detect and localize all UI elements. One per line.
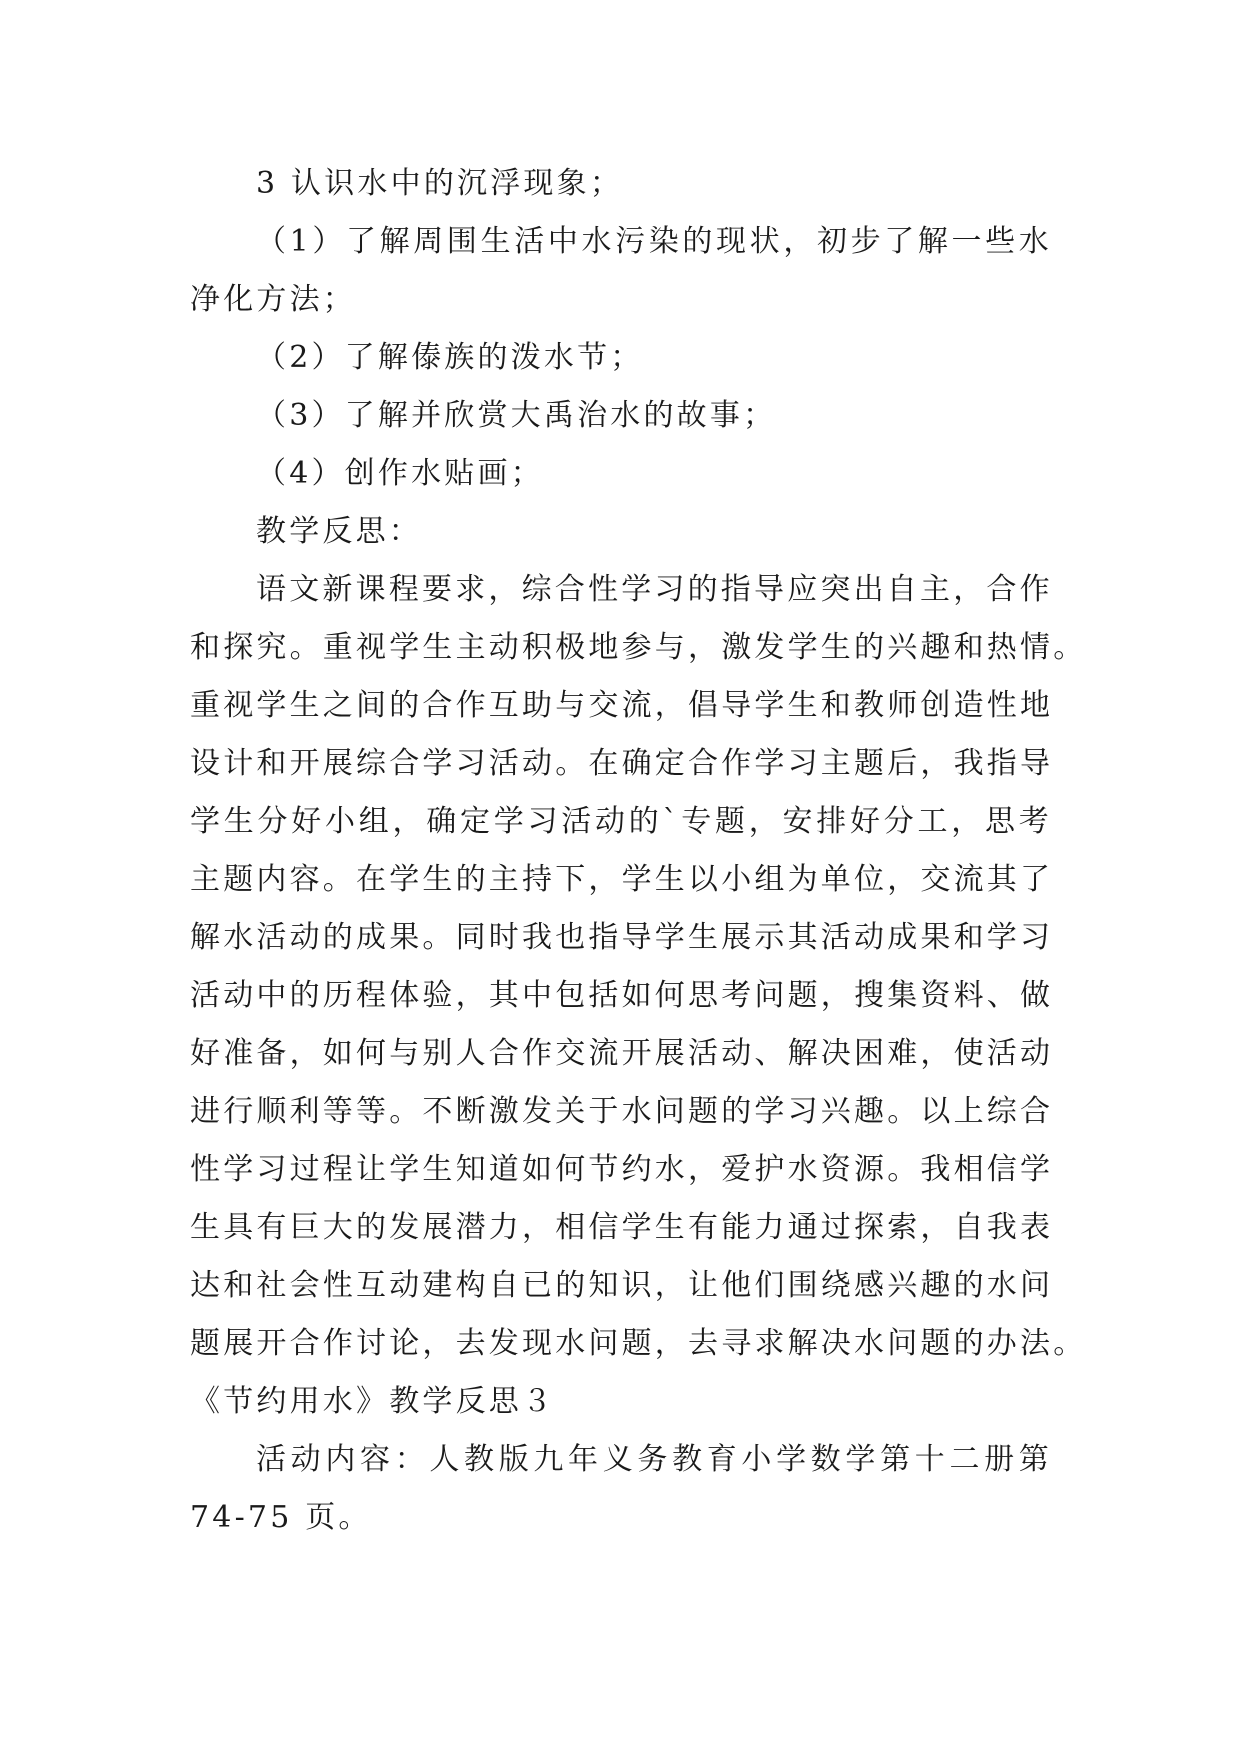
paragraph-line-10: 进行顺利等等。不断激发关于水问题的学习兴趣。以上综合 — [190, 1094, 1054, 1129]
paragraph-line-7: 解水活动的成果。同时我也指导学生展示其活动成果和学习 — [190, 920, 1054, 955]
activity-line-1: 活动内容：人教版九年义务教育小学数学第十二册第 — [256, 1442, 1052, 1477]
text-line-6: （4）创作水贴画； — [256, 456, 544, 491]
paragraph-line-3: 重视学生之间的合作互助与交流，倡导学生和教师创造性地 — [190, 688, 1054, 723]
section-title: 《节约用水》教学反思３ — [190, 1384, 556, 1419]
paragraph-line-6: 主题内容。在学生的主持下，学生以小组为单位，交流其了 — [190, 862, 1054, 897]
text-line-4: （2）了解傣族的泼水节； — [256, 340, 644, 375]
paragraph-line-9: 好准备，如何与别人合作交流开展活动、解决困难，使活动 — [190, 1036, 1054, 1071]
text-line-2: （1）了解周围生活中水污染的现状，初步了解一些水 — [256, 224, 1052, 259]
paragraph-line-14: 题展开合作讨论，去发现水问题，去寻求解决水问题的办法。 — [190, 1326, 1087, 1361]
paragraph-line-8: 活动中的历程体验，其中包括如何思考问题，搜集资料、做 — [190, 978, 1054, 1013]
paragraph-line-2: 和探究。重视学生主动积极地参与，激发学生的兴趣和热情。 — [190, 630, 1087, 665]
paragraph-line-12: 生具有巨大的发展潜力，相信学生有能力通过探索，自我表 — [190, 1210, 1054, 1245]
activity-line-2: 74-75 页。 — [190, 1500, 372, 1535]
paragraph-line-11: 性学习过程让学生知道如何节约水，爱护水资源。我相信学 — [190, 1152, 1054, 1187]
paragraph-line-4: 设计和开展综合学习活动。在确定合作学习主题后，我指导 — [190, 746, 1054, 781]
text-line-5: （3）了解并欣赏大禹治水的故事； — [256, 398, 777, 433]
section-heading-reflection: 教学反思： — [256, 514, 422, 549]
paragraph-line-13: 达和社会性互动建构自已的知识，让他们围绕感兴趣的水问 — [190, 1268, 1054, 1303]
text-line-1: 3 认识水中的沉浮现象； — [256, 166, 624, 201]
paragraph-line-1: 语文新课程要求，综合性学习的指导应突出自主，合作 — [256, 572, 1053, 607]
paragraph-line-5: 学生分好小组，确定学习活动的`专题，安排好分工，思考 — [190, 804, 1052, 839]
text-line-3: 净化方法； — [190, 282, 356, 317]
